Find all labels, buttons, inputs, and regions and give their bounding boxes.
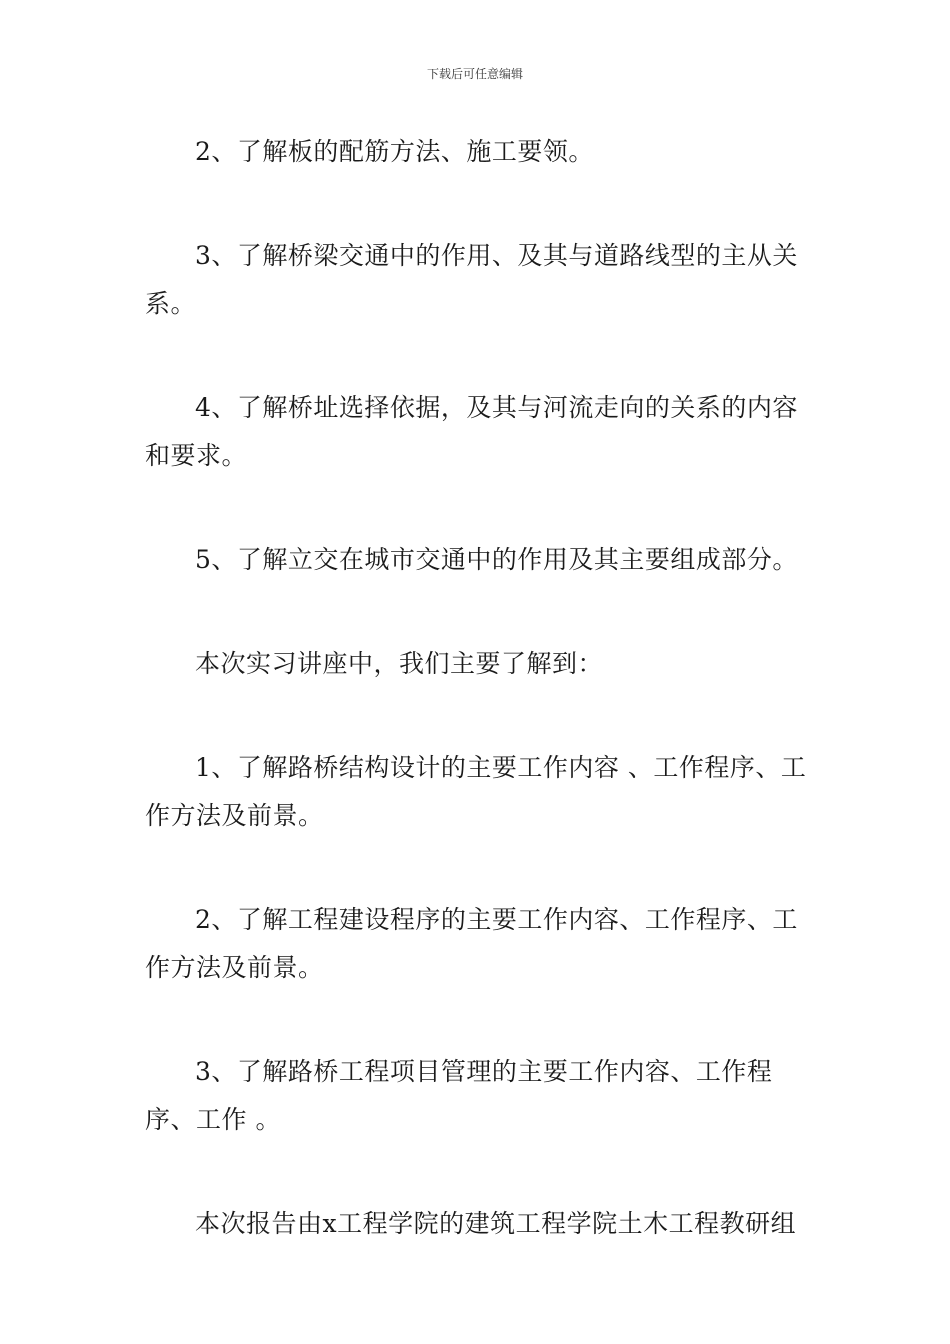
paragraph: 3、了解桥梁交通中的作用、及其与道路线型的主从关系。 [145, 241, 798, 318]
paragraph: 本次报告由x工程学院的建筑工程学院土木工程教研组 [195, 1209, 797, 1238]
paragraph: 3、了解路桥工程项目管理的主要工作内容、工作程序、工作 。 [145, 1057, 773, 1134]
page-header: 下载后可任意编辑 [426, 67, 523, 81]
paragraph: 2、了解工程建设程序的主要工作内容、工作程序、工作方法及前景。 [145, 905, 798, 982]
paragraph: 2、了解板的配筋方法、施工要领。 [195, 137, 594, 166]
paragraph: 5、了解立交在城市交通中的作用及其主要组成部分。 [195, 545, 798, 574]
paragraph: 4、了解桥址选择依据，及其与河流走向的关系的内容和要求。 [145, 393, 798, 470]
document-body [145, 128, 815, 1304]
paragraph: 本次实习讲座中，我们主要了解到： [195, 649, 604, 678]
paragraph: 1、了解路桥结构设计的主要工作内容 、工作程序、工作方法及前景。 [145, 753, 807, 830]
